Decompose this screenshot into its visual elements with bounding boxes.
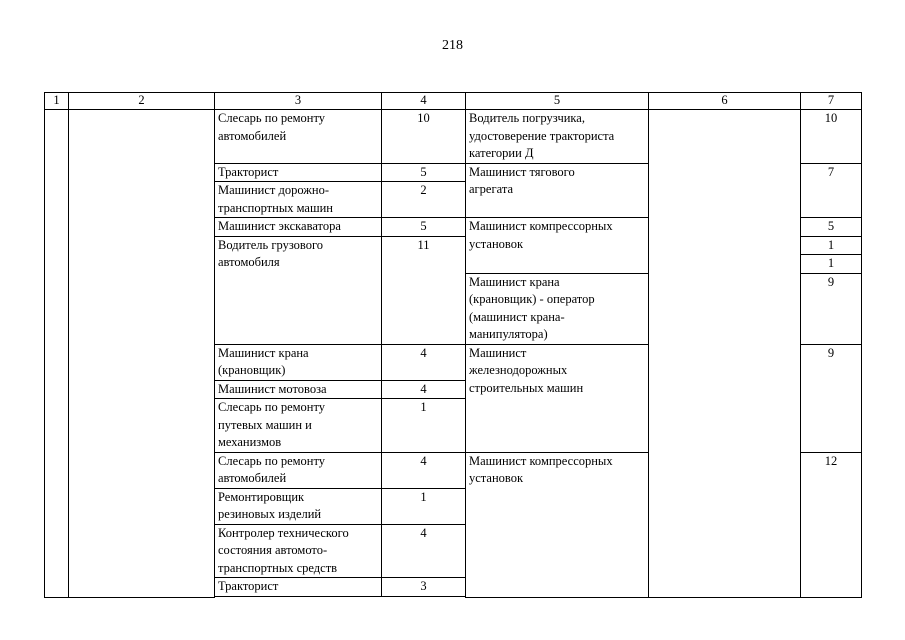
header-col-3: 3 bbox=[215, 93, 382, 110]
header-col-7: 7 bbox=[801, 93, 862, 110]
count-cell: 2 bbox=[382, 182, 466, 218]
value-cell: 12 bbox=[801, 452, 862, 597]
header-col-6: 6 bbox=[649, 93, 801, 110]
value-cell: 9 bbox=[801, 273, 862, 344]
header-row bbox=[45, 93, 862, 110]
count-cell: 4 bbox=[382, 380, 466, 399]
related-profession-cell: Машинист крана (крановщик) - оператор (машинист крана- манипулятора) bbox=[466, 273, 649, 344]
profession-cell: Машинист мотовоза bbox=[215, 380, 382, 399]
count-cell: 5 bbox=[382, 218, 466, 237]
table-row bbox=[45, 110, 862, 164]
value-cell: 10 bbox=[801, 110, 862, 164]
page-number: 218 bbox=[442, 38, 463, 53]
count-cell: 4 bbox=[382, 344, 466, 380]
profession-cell: Тракторист bbox=[215, 163, 382, 182]
profession-cell: Слесарь по ремонту автомобилей bbox=[215, 110, 382, 164]
profession-cell: Ремонтировщик резиновых изделий bbox=[215, 488, 382, 524]
col1-cell bbox=[45, 110, 69, 598]
requirements-table bbox=[44, 92, 862, 598]
profession-cell: Машинист экскаватора bbox=[215, 218, 382, 237]
profession-cell: Слесарь по ремонту путевых машин и механизмов bbox=[215, 399, 382, 453]
count-cell: 4 bbox=[382, 452, 466, 488]
profession-cell: Слесарь по ремонту автомобилей bbox=[215, 452, 382, 488]
value-cell: 9 bbox=[801, 344, 862, 452]
related-profession-cell: Машинист компрессорных установок bbox=[466, 452, 649, 597]
related-profession-cell: Машинист тягового агрегата bbox=[466, 163, 649, 218]
count-cell: 1 bbox=[382, 488, 466, 524]
count-cell: 11 bbox=[382, 236, 466, 344]
related-profession-cell: Машинист железнодорожных строительных машин bbox=[466, 344, 649, 452]
profession-cell: Водитель грузового автомобиля bbox=[215, 236, 382, 344]
count-cell: 4 bbox=[382, 524, 466, 578]
profession-cell: Контролер технического состояния автомото- транспортных средств bbox=[215, 524, 382, 578]
profession-cell: Тракторист bbox=[215, 578, 382, 597]
header-col-5: 5 bbox=[466, 93, 649, 110]
related-profession-cell: Машинист компрессорных установок bbox=[466, 218, 649, 274]
value-cell: 7 bbox=[801, 163, 862, 218]
related-profession-cell: Водитель погрузчика, удостоверение тракториста категории Д bbox=[466, 110, 649, 164]
header-col-1: 1 bbox=[45, 93, 69, 110]
count-cell: 10 bbox=[382, 110, 466, 164]
count-cell: 5 bbox=[382, 163, 466, 182]
header-col-4: 4 bbox=[382, 93, 466, 110]
col2-cell bbox=[69, 110, 215, 598]
profession-cell: Машинист крана (крановщик) bbox=[215, 344, 382, 380]
count-cell: 1 bbox=[382, 399, 466, 453]
count-cell: 3 bbox=[382, 578, 466, 597]
col6-cell bbox=[649, 110, 801, 598]
header-col-2: 2 bbox=[69, 93, 215, 110]
value-cell: 1 bbox=[801, 236, 862, 255]
profession-cell: Машинист дорожно- транспортных машин bbox=[215, 182, 382, 218]
value-cell: 5 bbox=[801, 218, 862, 237]
value-cell: 1 bbox=[801, 255, 862, 274]
